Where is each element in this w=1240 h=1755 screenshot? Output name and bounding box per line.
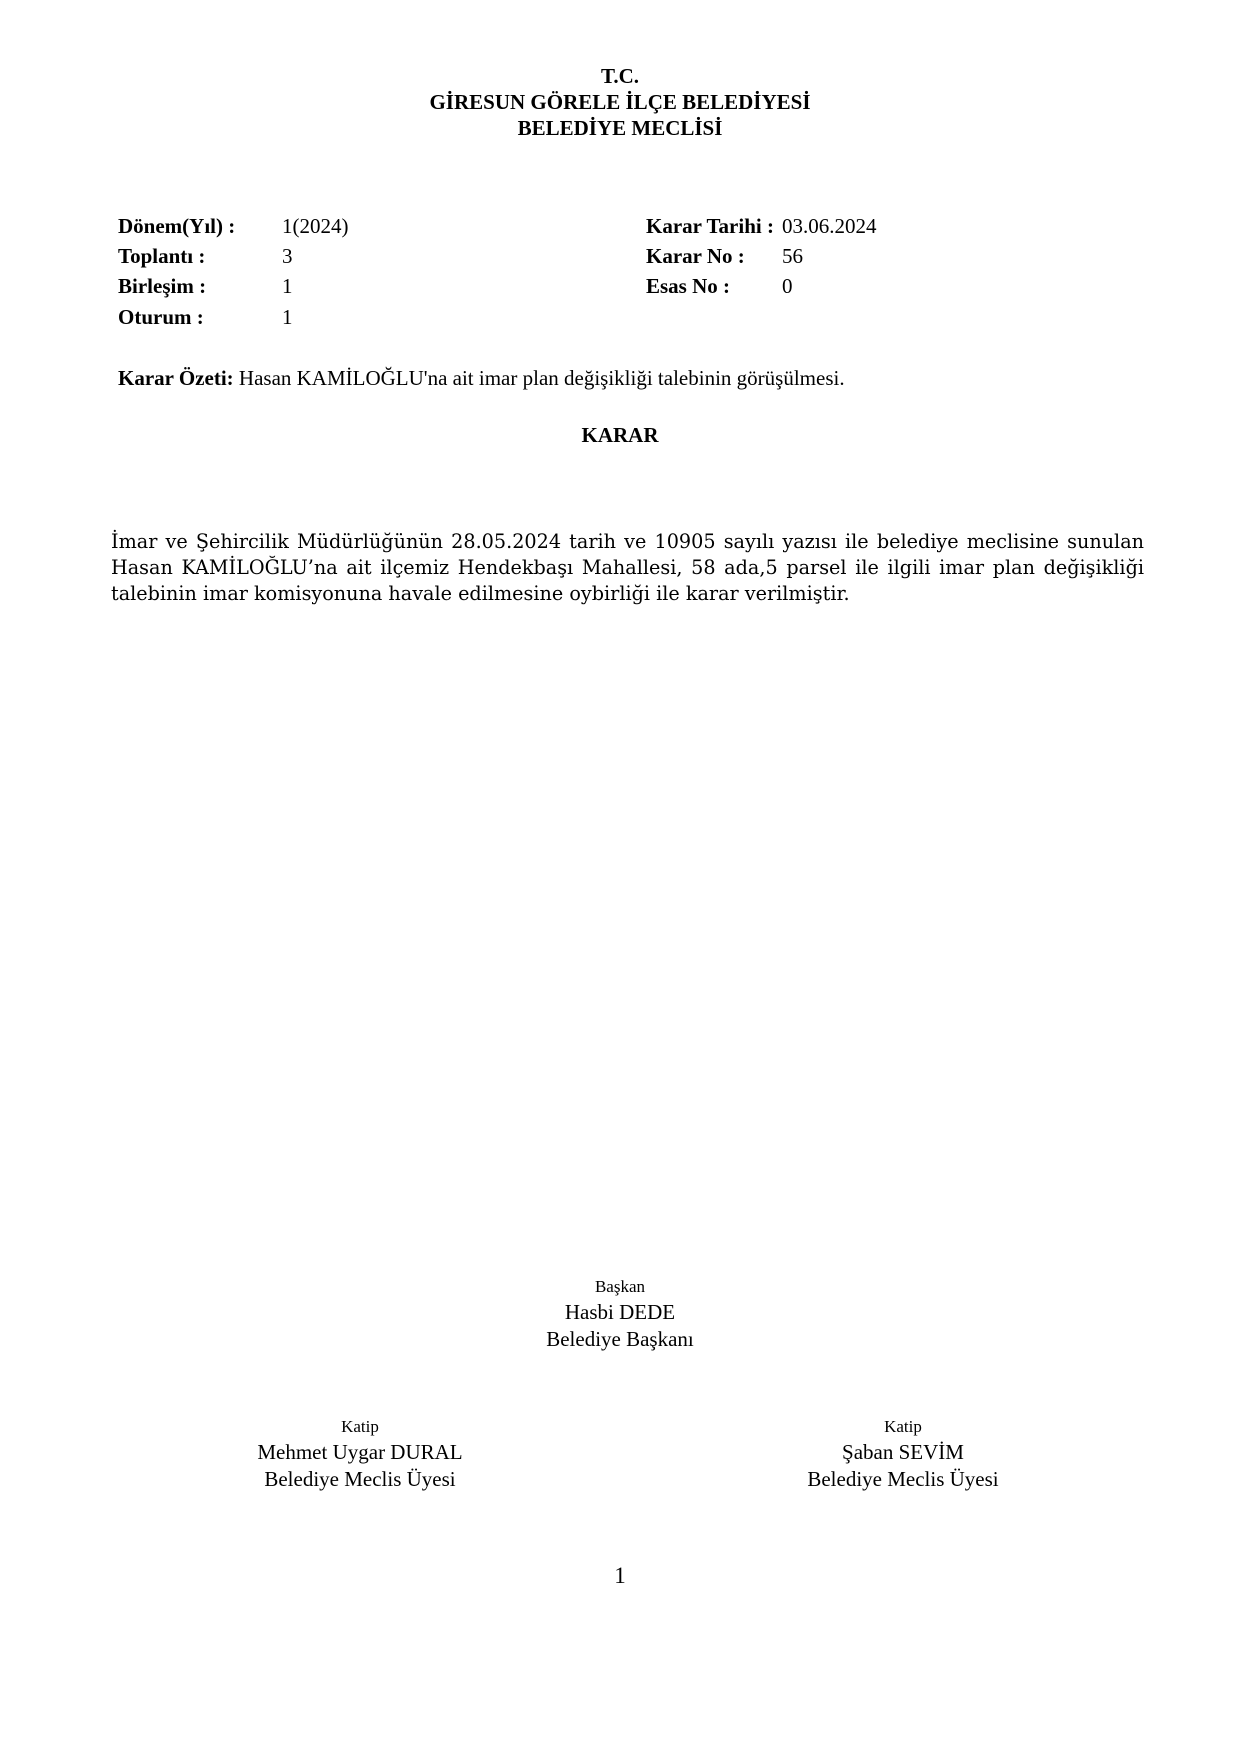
meta-label-esas-no: Esas No :	[646, 274, 731, 298]
document-header	[0, 63, 1240, 141]
summary-label: Karar Özeti:	[118, 366, 234, 390]
signature-clerk-right-title: Belediye Meclis Üyesi	[807, 1467, 999, 1491]
signature-clerk-right-role: Katip	[884, 1417, 922, 1436]
meta-label-toplanti: Toplantı :	[118, 244, 206, 268]
meta-value-karar-no: 56	[782, 244, 803, 268]
summary-text: Hasan KAMİLOĞLU'na ait imar plan değişikliği talebinin görüşülmesi.	[238, 366, 845, 390]
meta-value-karar-tarihi: 03.06.2024	[782, 214, 877, 238]
meta-value-oturum: 1	[282, 305, 293, 329]
meta-value-toplanti: 3	[282, 244, 293, 268]
header-line-municipality: GİRESUN GÖRELE İLÇE BELEDİYESİ	[429, 90, 811, 114]
signature-president-role: Başkan	[594, 1277, 646, 1296]
decision-summary	[118, 365, 845, 391]
header-line-tc: T.C.	[600, 64, 640, 88]
meta-value-donem: 1(2024)	[282, 214, 349, 238]
signature-clerk-left	[210, 1415, 510, 1493]
signature-clerk-left-name: Mehmet Uygar DURAL	[257, 1440, 463, 1464]
meta-value-esas-no: 0	[782, 274, 793, 298]
decision-body	[111, 529, 1144, 607]
meta-label-birlesim: Birleşim :	[118, 274, 207, 298]
decision-body-text: İmar ve Şehircilik Müdürlüğünün 28.05.2024 tarih ve 10905 sayılı yazısı ile belediye meclisine sunulan Hasan KAMİLOĞLU’na ait ilçemiz Hendekbaşı Mahallesi, 58 ada,5 parsel ile ilgili imar plan değişikliği talebinin imar komisyonuna havale edilmesine oybirliği ile karar verilmiştir.	[111, 530, 1144, 605]
signature-president	[470, 1275, 770, 1353]
meta-label-karar-tarihi: Karar Tarihi :	[646, 214, 774, 238]
meta-label-donem: Dönem(Yıl) :	[118, 214, 236, 238]
meta-label-karar-no: Karar No :	[646, 244, 745, 268]
signature-clerk-left-role: Katip	[341, 1417, 379, 1436]
signature-president-name: Hasbi DEDE	[564, 1300, 676, 1324]
decision-title: KARAR	[581, 423, 659, 447]
signature-clerk-left-title: Belediye Meclis Üyesi	[264, 1467, 456, 1491]
header-line-council: BELEDİYE MECLİSİ	[517, 116, 723, 140]
page-number: 1	[614, 1563, 626, 1588]
meta-value-birlesim: 1	[282, 274, 293, 298]
meta-label-oturum: Oturum :	[118, 305, 204, 329]
signature-clerk-right-name: Şaban SEVİM	[842, 1440, 964, 1464]
signature-president-title: Belediye Başkanı	[546, 1327, 694, 1351]
signature-clerk-right	[753, 1415, 1053, 1493]
